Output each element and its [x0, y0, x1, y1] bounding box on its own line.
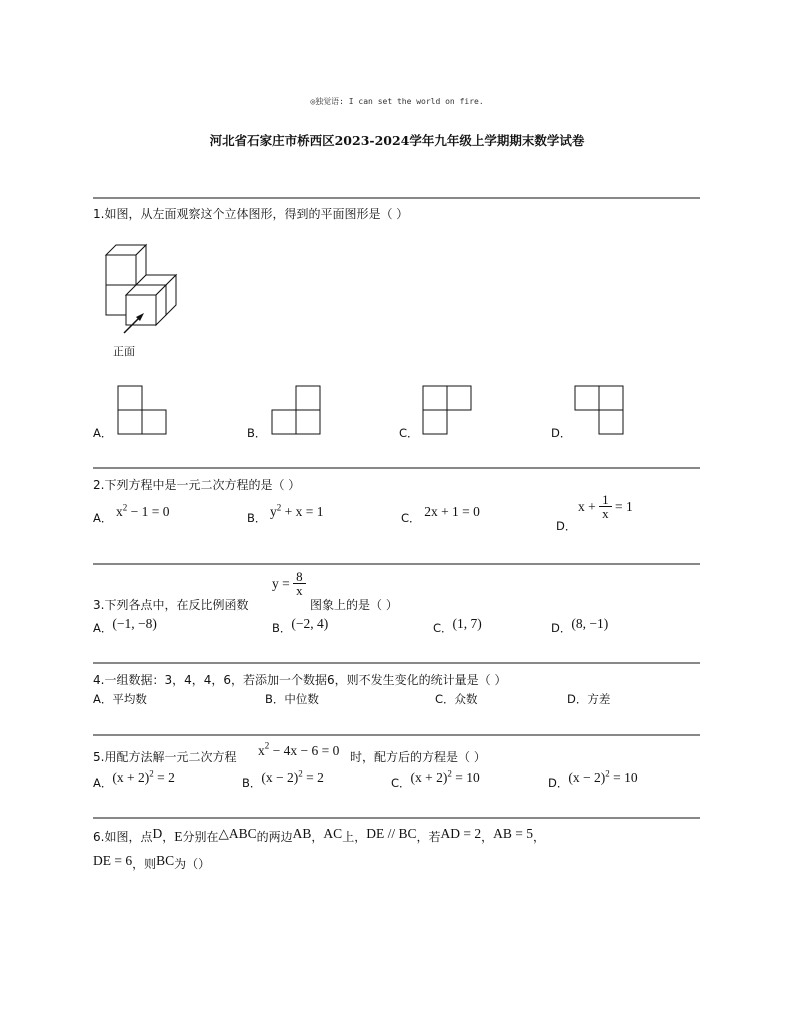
math-rest: = 10 [451, 770, 480, 785]
option-label: C． [433, 621, 453, 635]
math-rest: − 4x − 6 = 0 [269, 743, 340, 758]
q5-stem-start: 5.用配方法解一元二次方程 [93, 750, 237, 764]
math-exponent: 2 [122, 502, 128, 513]
option-label: A． [93, 621, 113, 635]
q1-option-a-label: A． [93, 426, 113, 440]
q6-line-2 [93, 855, 210, 872]
math-rest: = 2 [153, 770, 175, 785]
divider-rule [93, 734, 700, 736]
fraction-numerator: 8 [293, 570, 306, 584]
option-label: B． [272, 621, 292, 635]
q5-option-d [548, 768, 638, 791]
option-label: D． [551, 621, 572, 635]
q6-parallel: DE // BC [366, 826, 417, 841]
divider-rule [93, 467, 700, 469]
option-label: B． [242, 776, 262, 790]
q4-option-c: C．众数 [435, 692, 478, 706]
divider-rule [93, 197, 700, 199]
fraction [293, 570, 306, 597]
math-expression: (8, −1) [571, 616, 609, 631]
math-rest: − 1 = 0 [127, 504, 170, 519]
q3-option-c [433, 616, 482, 636]
q1-stem: 1.如图，从左面观察这个立体图形，得到的平面图形是（ ） [93, 207, 409, 221]
math-base: (x − 2) [261, 770, 299, 785]
option-label: B． [247, 511, 267, 525]
q6-text: ，则 [132, 857, 157, 871]
q4-option-a: A．平均数 [93, 692, 147, 706]
q1-solid-figure [100, 240, 190, 360]
q1-option-b-label: B． [247, 426, 267, 440]
q6-point-d: D [152, 826, 163, 841]
q5-equation [258, 740, 339, 759]
q6-triangle: △ABC [218, 826, 257, 841]
q1-option-d-figure [574, 385, 624, 435]
math-rest: = 2 [302, 770, 324, 785]
q6-text: ， [481, 830, 494, 844]
math-expression [568, 770, 637, 785]
q2-option-b [247, 502, 324, 526]
q4-option-d: D．方差 [567, 692, 611, 706]
page-title: 河北省石家庄市桥西区2023-2024学年九年级上学期期末数学试卷 [209, 133, 585, 148]
option-label: A． [93, 511, 113, 525]
divider-rule [93, 662, 700, 664]
q3-stem-end: 图象上的是（ ） [310, 598, 398, 612]
math-base: x [116, 504, 123, 519]
math-expression: (−2, 4) [291, 616, 329, 631]
math-base: y [270, 504, 277, 519]
math-expression [116, 504, 169, 519]
math-expression: 2x + 1 = 0 [424, 504, 480, 519]
q2-stem: 2.下列方程中是一元二次方程的是（ ） [93, 478, 301, 492]
option-label: C． [391, 776, 411, 790]
q6-text: ，若 [416, 830, 441, 844]
q3-function [272, 570, 306, 597]
q5-option-a [93, 768, 175, 791]
q6-ab-value: AB = 5 [493, 826, 533, 841]
math-base: (x − 2) [568, 770, 606, 785]
q1-option-b-figure [271, 385, 321, 435]
q5-stem-end: 时，配方后的方程是（ ） [350, 750, 486, 764]
math-base: (x + 2) [410, 770, 448, 785]
q6-text: ， [162, 830, 175, 844]
divider-rule [93, 563, 700, 565]
q1-option-d-label: D． [551, 426, 572, 440]
q6-text: ， [311, 830, 324, 844]
math-expression: (−1, −8) [112, 616, 157, 631]
q4-option-b: B．中位数 [265, 692, 319, 706]
math-expression: (1, 7) [452, 616, 482, 631]
q6-text: 分别在 [182, 830, 219, 844]
math-base: x [258, 743, 265, 758]
q3-option-b [272, 616, 329, 636]
q3-stem-start: 3.下列各点中，在反比例函数 [93, 598, 249, 612]
q6-text: ， [533, 830, 546, 844]
q3-option-a [93, 616, 157, 636]
q4-stem: 4.一组数据：3，4，4，6，若添加一个数据6，则不发生变化的统计量是（ ） [93, 673, 507, 687]
q5-option-c [391, 768, 480, 791]
divider-rule [93, 817, 700, 819]
math-lead: x + [578, 499, 600, 514]
q6-side-bc: BC [156, 853, 175, 868]
math-expression [411, 770, 480, 785]
q6-text: 6.如图，点 [93, 830, 153, 844]
q2-option-d-expression [578, 493, 633, 520]
q6-point-e: E [174, 829, 183, 844]
header-note: ◎独觉语: I can set the world on fire. [310, 97, 484, 106]
math-exponent: 2 [149, 768, 154, 779]
q6-text: 为（） [174, 857, 211, 871]
math-rest: = 10 [609, 770, 638, 785]
fraction-denominator: x [602, 506, 609, 521]
q2-option-a [93, 502, 170, 526]
math-expression [261, 770, 323, 785]
fraction-numerator: 1 [599, 493, 612, 507]
q1-figure-label: 正面 [113, 345, 135, 358]
option-label: D． [548, 776, 569, 790]
q6-line-1 [93, 828, 545, 845]
q6-side-ab: AB [292, 826, 312, 841]
q6-side-ac: AC [323, 826, 343, 841]
math-exponent: 2 [605, 768, 610, 779]
fraction-denominator: x [296, 583, 303, 598]
math-expression [270, 504, 323, 519]
q1-option-c-label: C． [399, 426, 419, 440]
math-rest: + x = 1 [281, 504, 324, 519]
q5-option-b [242, 768, 324, 791]
fraction [599, 493, 612, 520]
math-exponent: 2 [264, 740, 270, 751]
math-base: (x + 2) [112, 770, 150, 785]
q2-option-d-label: D． [556, 519, 577, 533]
q6-text: 上， [342, 830, 367, 844]
option-label: A． [93, 776, 113, 790]
function-lhs: y = [272, 576, 294, 591]
math-exponent: 2 [276, 502, 282, 513]
q1-option-c-figure [422, 385, 472, 435]
math-rest: = 1 [611, 499, 633, 514]
q6-ad-value: AD = 2 [440, 826, 482, 841]
option-label: C． [401, 511, 421, 525]
math-expression [112, 770, 174, 785]
math-exponent: 2 [447, 768, 452, 779]
q2-option-c [401, 504, 480, 526]
math-exponent: 2 [298, 768, 303, 779]
q6-de-value: DE = 6 [93, 853, 133, 868]
q6-text: 的两边 [256, 830, 293, 844]
q3-option-d [551, 616, 609, 636]
q1-option-a-figure [117, 385, 167, 435]
